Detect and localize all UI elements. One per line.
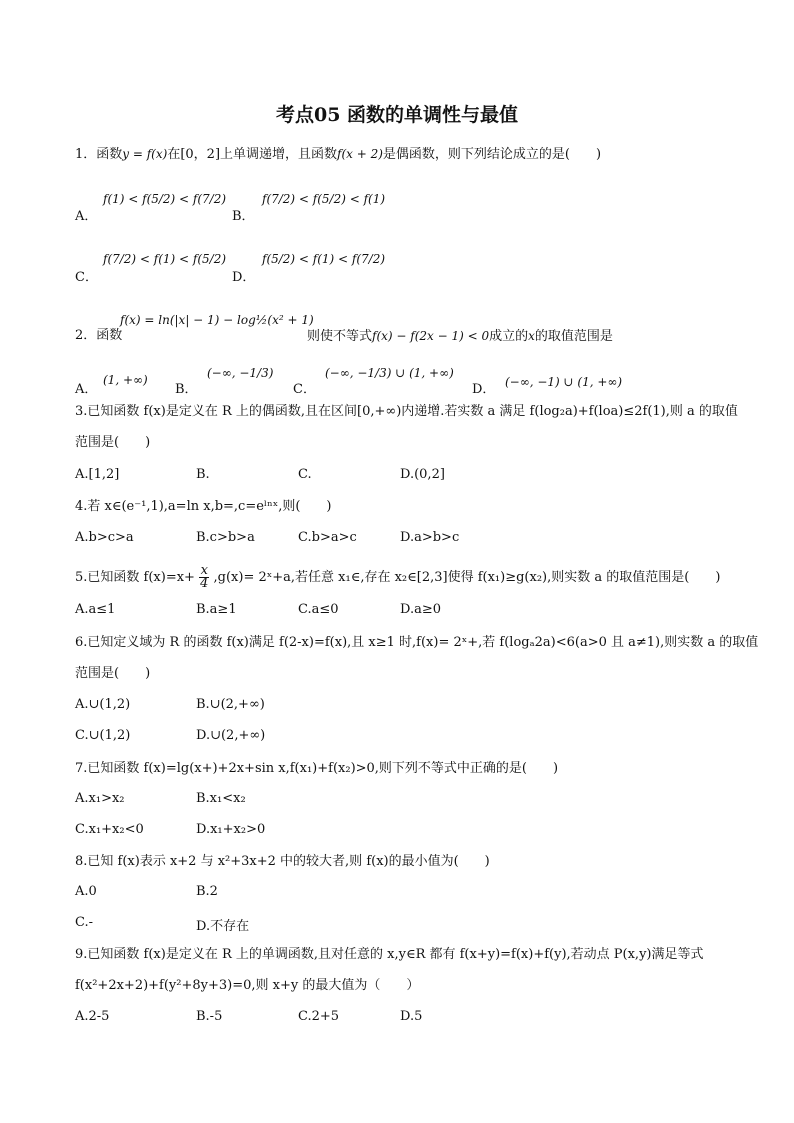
- q2-inequality: f(x) − f(2x − 1) < 0: [372, 329, 490, 343]
- q5-fraction-denominator: 4: [200, 576, 209, 591]
- q5-option-d: D.a≥0: [400, 602, 442, 617]
- q5-stem-pre: 5.已知函数 f(x)=x+: [75, 570, 195, 585]
- q3-line-2: 范围是( ): [75, 435, 151, 450]
- q7-option-c: C.x₁+x₂<0: [75, 822, 144, 837]
- q3-line-1: 3.已知函数 f(x)是定义在 R 上的偶函数,且在区间[0,+∞)内递增.若实数 a 满足 f(log₂a)+f(loa)≤2f(1),则 a 的取值: [75, 404, 738, 419]
- q2-option-c-label: C．: [293, 382, 316, 397]
- q2-stem-d: 的取值范围是: [534, 329, 613, 344]
- q1-stem-b: 在[0，2]上单调递增，且函数: [167, 147, 338, 162]
- q1-option-a-label: A．: [75, 209, 98, 224]
- q5-fraction-numerator: x: [200, 563, 208, 578]
- q7-option-a: A.x₁>x₂: [75, 791, 125, 806]
- q5-option-a: A.a≤1: [75, 602, 116, 617]
- q7-line-1: 7.已知函数 f(x)=lg(x+)+2x+sin x,f(x₁)+f(x₂)>0,则下列不等式中正确的是( ): [75, 761, 559, 776]
- q5-line-1: [75, 565, 720, 590]
- question-2-stem: [75, 327, 122, 345]
- q2-stem-c: 成立的: [489, 329, 529, 344]
- q3-option-b: B.: [196, 467, 210, 482]
- q2-option-d: (−∞, −1) ∪ (1, +∞): [505, 375, 623, 389]
- q5-stem-post: ,g(x)= 2ˣ+a,若任意 x₁∈,存在 x₂∈[2,3]使得 f(x₁)≥g(x₂),则实数 a 的取值范围是( ): [213, 570, 721, 585]
- q1-function-2: f(x + 2): [337, 147, 383, 161]
- q6-option-b: B.∪(2,+∞): [196, 697, 265, 712]
- q8-option-b: B.2: [196, 884, 218, 899]
- q3-option-c: C.: [298, 467, 312, 482]
- q1-option-d-label: D．: [232, 270, 256, 285]
- q1-option-d: f(5/2) < f(1) < f(7/2): [262, 252, 386, 266]
- q2-option-b: (−∞, −1/3): [207, 366, 274, 380]
- q1-stem-c: 是偶函数，则下列结论成立的是( ): [382, 147, 602, 162]
- q6-option-d: D.∪(2,+∞): [196, 728, 266, 743]
- q1-option-b-label: B．: [232, 209, 255, 224]
- q2-variable: x: [528, 329, 535, 343]
- q9-line-1: 9.已知函数 f(x)是定义在 R 上的单调函数,且对任意的 x,y∈R 都有 f(x+y)=f(x)+f(y),若动点 P(x,y)满足等式: [75, 947, 704, 962]
- q6-line-1: 6.已知定义域为 R 的函数 f(x)满足 f(2-x)=f(x),且 x≥1 时,f(x)= 2ˣ+,若 f(logₐ2a)<6(a>0 且 a≠1),则实数 a 的取值: [75, 635, 759, 650]
- q8-option-a: A.0: [75, 884, 97, 899]
- question-2-stem-rest: [307, 327, 613, 346]
- q4-option-c: C.b>a>c: [298, 530, 357, 545]
- q2-option-d-label: D．: [472, 382, 496, 397]
- q9-option-b: B.-5: [196, 1009, 223, 1024]
- q9-option-a: A.2-5: [75, 1009, 110, 1024]
- page-title: 考点05 函数的单调性与最值: [275, 104, 519, 126]
- q1-stem-a: 1．函数: [75, 147, 123, 162]
- q9-option-c: C.2+5: [298, 1009, 340, 1024]
- q5-option-c: C.a≤0: [298, 602, 339, 617]
- question-1-stem: [75, 145, 601, 164]
- q6-option-a: A.∪(1,2): [75, 697, 131, 712]
- q3-option-d: D.(0,2]: [400, 467, 445, 482]
- q2-option-c: (−∞, −1/3) ∪ (1, +∞): [325, 366, 454, 380]
- q4-option-b: B.c>b>a: [196, 530, 255, 545]
- q2-function: f(x) = ln(|x| − 1) − log½(x² + 1): [120, 313, 314, 327]
- q5-fraction: [199, 565, 209, 590]
- q1-option-a: f(1) < f(5/2) < f(7/2): [103, 192, 227, 206]
- q2-option-b-label: B．: [175, 382, 198, 397]
- q6-line-2: 范围是( ): [75, 666, 151, 681]
- q2-stem-b: 则使不等式: [307, 329, 373, 344]
- q1-option-c: f(7/2) < f(1) < f(5/2): [103, 252, 227, 266]
- q1-option-c-label: C．: [75, 270, 98, 285]
- q1-option-b: f(7/2) < f(5/2) < f(1): [262, 192, 386, 206]
- q6-option-c: C.∪(1,2): [75, 728, 131, 743]
- q7-option-d: D.x₁+x₂>0: [196, 822, 266, 837]
- q2-stem-a: 2．函数: [75, 328, 123, 343]
- q1-function: y = f(x): [122, 147, 168, 161]
- q8-option-c: C.-: [75, 915, 94, 930]
- q2-option-a-label: A．: [75, 382, 98, 397]
- q9-option-d: D.5: [400, 1009, 423, 1024]
- q7-option-b: B.x₁<x₂: [196, 791, 246, 806]
- q4-line-1: 4.若 x∈(e⁻¹,1),a=ln x,b=,c=eˡⁿˣ,则( ): [75, 499, 332, 514]
- q8-line-1: 8.已知 f(x)表示 x+2 与 x²+3x+2 中的较大者,则 f(x)的最小值为( ): [75, 854, 490, 869]
- q4-option-d: D.a>b>c: [400, 530, 460, 545]
- q2-option-a: (1, +∞): [103, 373, 148, 387]
- q4-option-a: A.b>c>a: [75, 530, 134, 545]
- q9-line-2: f(x²+2x+2)+f(y²+8y+3)=0,则 x+y 的最大值为（ ）: [75, 978, 420, 993]
- q8-option-d: D.不存在: [196, 919, 250, 934]
- q3-option-a: A.[1,2]: [75, 467, 120, 482]
- q5-option-b: B.a≥1: [196, 602, 237, 617]
